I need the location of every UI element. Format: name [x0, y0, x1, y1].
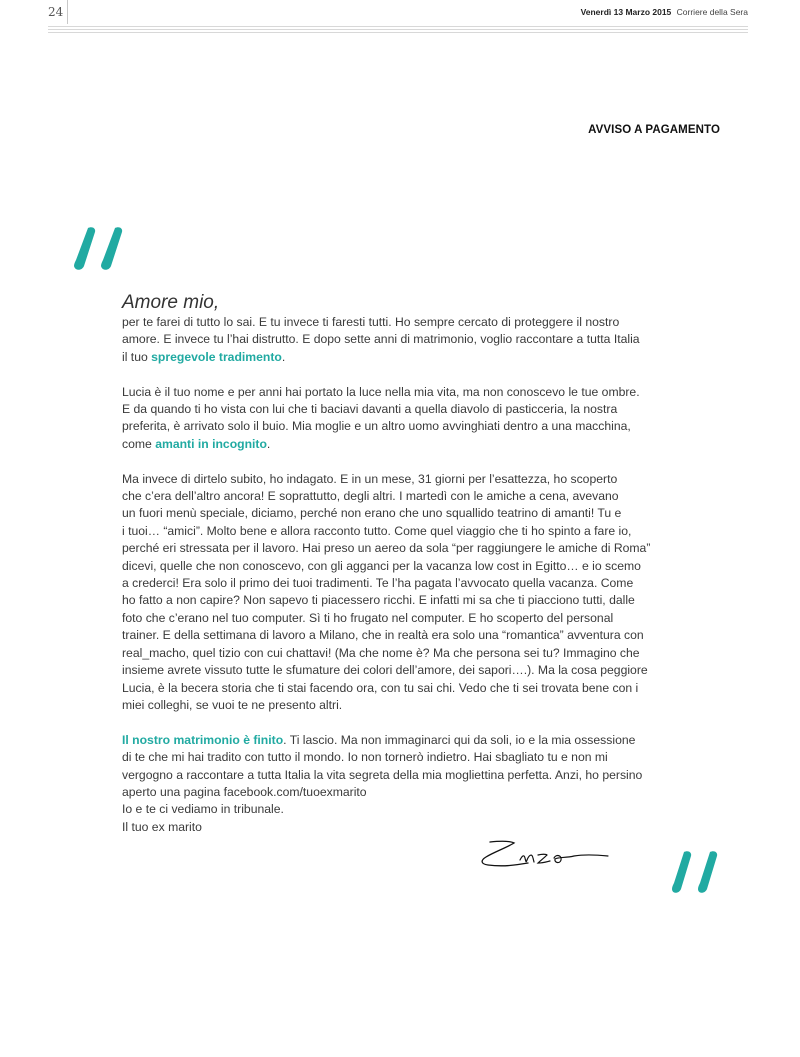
text-line: Lucia, è la becera storia che ti stai facendo ora, con tu sai chi. Vedo che ti sei trovata bene con i: [122, 680, 639, 695]
text-fragment: come: [122, 436, 156, 451]
text-line: vergogno a raccontare a tutta Italia la vita segreta della mia mogliettina perfetta. Anzi, ho persino: [122, 767, 643, 782]
page-number: 24: [48, 5, 64, 19]
paragraph-1: [122, 314, 722, 366]
text-fragment: . Ti lascio. Ma non immaginarci qui da soli, io e la mia ossessione: [283, 732, 636, 747]
masthead: [581, 7, 748, 17]
text-line: amore. E invece tu l’hai distrutto. E dopo sette anni di matrimonio, voglio raccontare a tutta Italia: [122, 332, 640, 347]
text-line: a crederci! Era solo il primo dei tuoi tradimenti. Te l’ha pagata l’avvocato quella vacanza. Come: [122, 576, 634, 591]
text-line: che c’era dell’altro ancora! E soprattutto, degli altri. I martedì con le amiche a cena, avevano: [122, 489, 619, 504]
text-line: foto che c’erano nel tuo computer. Sì ti ho frugato nel computer. E ho scoperto del personal: [122, 610, 614, 625]
text-line: per te farei di tutto lo sai. E tu invece ti faresti tutti. Ho sempre cercato di proteggere il nostro: [122, 315, 620, 329]
text-line: un fuori menù speciale, diciamo, perché non erano che uno squallido teatrino di amanti! Tu e: [122, 506, 622, 521]
highlight-phrase: spregevole tradimento: [151, 349, 282, 364]
header-rule: [48, 26, 748, 27]
text-line: real_macho, quel tizio con cui chattavi! (Ma che nome è? Ma che persona sei tu? Immagino che: [122, 645, 640, 660]
header-rule: [48, 32, 748, 33]
text-line: Io e te ci vediamo in tribunale.: [122, 802, 284, 817]
paragraph-2: [122, 384, 722, 454]
signature-enzo: [476, 838, 616, 874]
text-line: dicevi, quelle che non conoscevo, con gli agganci per la vacanza low cost in Egitto… e io scemo: [122, 558, 641, 573]
quote-open-icon: [70, 226, 130, 272]
page-number-divider: [67, 0, 68, 24]
header-rule: [48, 29, 748, 30]
text-line: ho fatto a non capire? Non sapevo ti piacessero ricchi. E infatti mi sa che ti piacciono tutti, dalle: [122, 593, 635, 608]
highlight-phrase: Il nostro matrimonio è finito: [122, 732, 284, 747]
text-line: [122, 732, 722, 749]
paragraph-3: [122, 471, 722, 715]
text-line: Ma invece di dirtelo subito, ho indagato. E in un mese, 31 giorni per l’esattezza, ho scoperto: [122, 471, 618, 486]
text-line: i tuoi… “amici”. Molto bene e allora racconto tutto. Come quel viaggio che ti ho spinto a fare io,: [122, 523, 632, 538]
sign-off: Il tuo ex marito: [122, 819, 202, 834]
paragraph-4: [122, 732, 722, 836]
facebook-page-text: aperto una pagina facebook.com/tuoexmarito: [122, 784, 367, 799]
highlight-phrase: amanti in incognito: [155, 436, 267, 451]
paid-notice-label: AVVISO A PAGAMENTO: [588, 124, 720, 136]
text-line: insieme avrete vissuto tutte le sfumature dei colori dell’amore, dei sapori….). Ma la cosa peggiore: [122, 663, 648, 678]
quote-close-icon: [668, 850, 724, 894]
letter-body: [122, 292, 722, 854]
text-line: [122, 349, 722, 366]
text-line: di te che mi hai tradito con tutto il mondo. Io non tornerò indietro. Hai sbagliato tu e non mi: [122, 750, 608, 765]
text-line: [122, 436, 722, 453]
text-fragment: il tuo: [122, 349, 152, 364]
text-line: perché eri stressata per il lavoro. Hai preso un aereo da sola “per raggiungere le amiche di Roma”: [122, 541, 651, 556]
newspaper-name: Corriere della Sera: [676, 7, 748, 17]
issue-date: Venerdì 13 Marzo 2015: [580, 7, 672, 17]
text-line: preferita, è arrivato solo il buio. Mia moglie e un altro uomo avvinghiati dentro a una macchina,: [122, 419, 631, 434]
text-fragment: .: [266, 436, 271, 451]
text-line: miei colleghi, se vuoi te ne presento altri.: [122, 697, 343, 712]
text-line: Lucia è il tuo nome e per anni hai portato la luce nella mia vita, ma non conoscevo le tue ombre.: [122, 384, 640, 399]
text-line: E da quando ti ho vista con lui che ti baciavi davanti a quella diavolo di pasticceria, la nostra: [122, 402, 618, 417]
text-line: trainer. E della settimana di lavoro a Milano, che in realtà era solo una “romantica” avventura con: [122, 628, 644, 643]
salutation: Amore mio,: [122, 292, 220, 313]
header-rules: [48, 26, 748, 35]
text-fragment: .: [281, 349, 286, 364]
